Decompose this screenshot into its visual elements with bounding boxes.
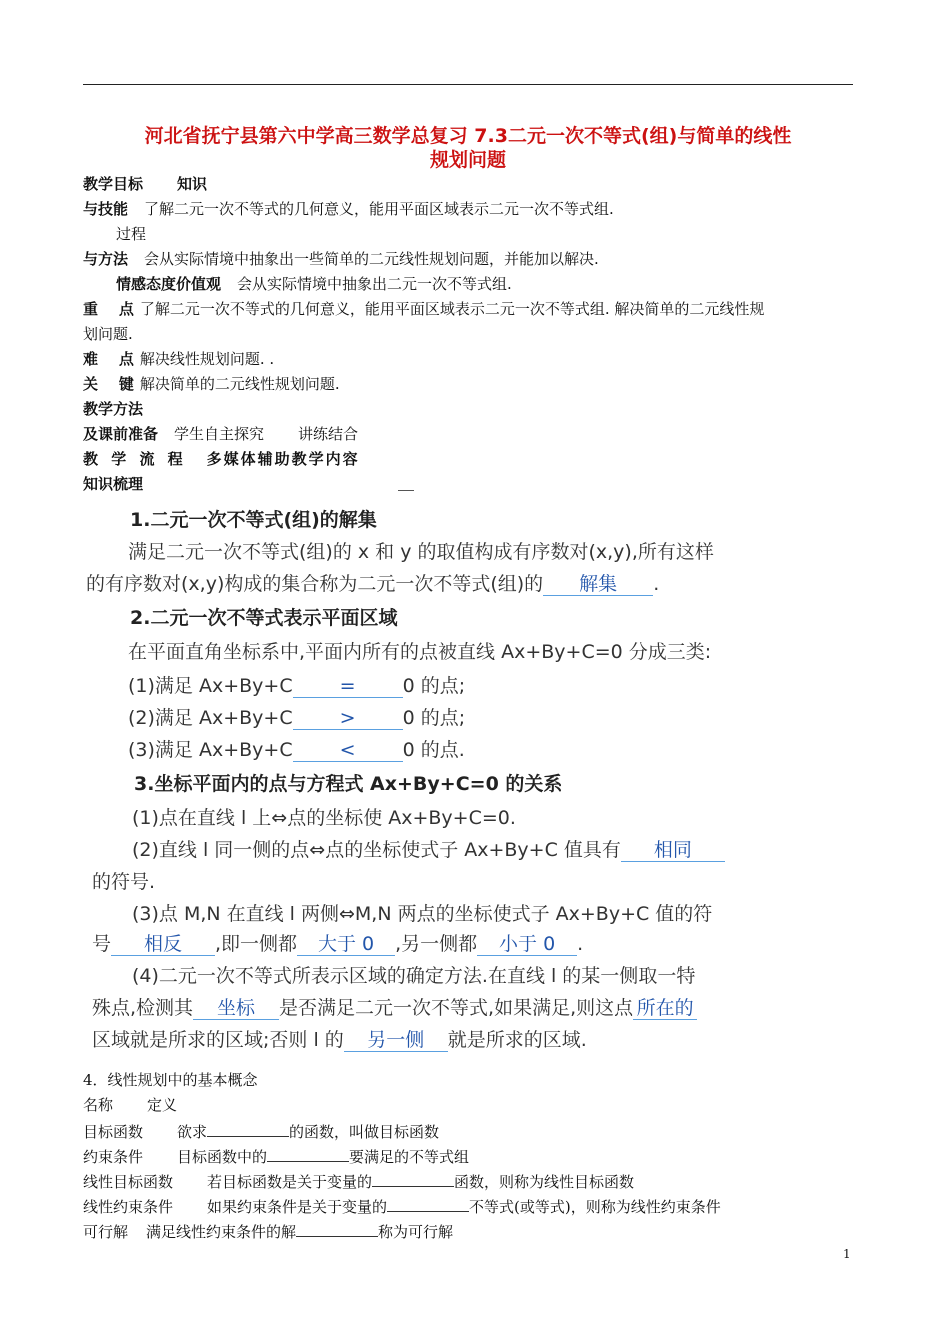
fill-coordinate: 坐标 xyxy=(193,997,279,1020)
q3b-end: . xyxy=(577,933,584,955)
goals-emotion-label: 情感态度价值观 xyxy=(116,275,222,293)
fill-solution-set: 解集 xyxy=(543,573,653,596)
image-heading-2: 2.二元一次不等式表示平面区域 xyxy=(130,607,398,629)
key-point-row xyxy=(83,299,764,319)
col-name: 名称 xyxy=(83,1096,114,1114)
key-point-text: 了解二元一次不等式的几何意义，能用平面区域表示二元一次不等式组. 解决简单的二元线性规 xyxy=(139,300,765,318)
image-para-1a: 满足二元一次不等式(组)的 x 和 y 的取值构成有序数对(x,y),所有这样 xyxy=(128,541,714,563)
image-q4b xyxy=(92,996,697,1020)
flow-text: 多媒体辅助教学内容 xyxy=(206,450,360,468)
key-point-text-2: 划问题. xyxy=(83,325,133,343)
image-para-2: 在平面直角坐标系中,平面内所有的点被直线 Ax+By+C=0 分成三类: xyxy=(128,641,712,663)
case-2-tail: 0 的点; xyxy=(402,707,466,729)
r2-blank xyxy=(267,1145,349,1162)
goals-label: 教学目标 xyxy=(83,175,144,193)
header-rule xyxy=(83,84,853,85)
image-case-1 xyxy=(128,674,465,698)
r3-blank xyxy=(372,1170,454,1187)
method-label-2: 及课前准备 xyxy=(83,425,159,443)
goals-method-label: 与方法 xyxy=(83,250,129,268)
fill-same: 相同 xyxy=(621,839,725,862)
section4-row-1 xyxy=(83,1120,439,1142)
title-line-2: 规划问题 xyxy=(429,149,506,171)
method-row xyxy=(83,424,358,444)
crux-text: 解决简单的二元线性规划问题. xyxy=(139,375,340,393)
section4-heading: 4．线性规划中的基本概念 xyxy=(83,1071,258,1089)
fill-where: 所在的 xyxy=(633,997,697,1020)
image-q2b: 的符号. xyxy=(92,871,156,893)
image-q4a: (4)二元一次不等式所表示区域的确定方法.在直线 l 的某一侧取一特 xyxy=(132,965,696,987)
case-3-text: (3)满足 Ax+By+C xyxy=(128,739,293,761)
case-1-tail: 0 的点; xyxy=(402,675,466,697)
goals-process-label: 过程 xyxy=(116,225,147,243)
goals-knowledge-text: 了解二元一次不等式的几何意义，能用平面区域表示二元一次不等式组. xyxy=(144,200,614,218)
goals-knowledge-label: 知识 xyxy=(177,175,208,193)
case-2-text: (2)满足 Ax+By+C xyxy=(128,707,293,729)
key-point-label: 重 点 xyxy=(83,300,134,318)
q3b-prefix: 号 xyxy=(92,933,112,955)
q2a-text: (2)直线 l 同一侧的点⇔点的坐标使式子 Ax+By+C 值具有 xyxy=(132,839,621,861)
image-q4c xyxy=(92,1028,587,1052)
q4c-tail: 就是所求的区域. xyxy=(447,1029,587,1051)
case-3-tail: 0 的点. xyxy=(402,739,465,761)
section4-row-3 xyxy=(83,1170,634,1192)
r5-name: 可行解 xyxy=(83,1223,129,1241)
q4b-prefix: 殊点,检测其 xyxy=(92,997,194,1019)
image-q3b xyxy=(92,932,583,956)
r4-a: 如果约束条件是关于变量的 xyxy=(207,1198,388,1216)
goals-process-text: 会从实际情境中抽象出一些简单的二元线性规划问题，并能加以解决. xyxy=(144,250,599,268)
image-case-3 xyxy=(128,738,465,762)
goals-row-1 xyxy=(83,174,207,194)
fill-other-side: 另一侧 xyxy=(344,1029,448,1052)
r1-name: 目标函数 xyxy=(83,1123,144,1141)
goals-row-5 xyxy=(116,274,512,294)
r1-blank xyxy=(207,1120,289,1137)
col-def: 定义 xyxy=(147,1096,178,1114)
r1-a: 欲求 xyxy=(177,1123,208,1141)
q3b-mid2: ,另一侧都 xyxy=(395,933,478,955)
difficult-label: 难 点 xyxy=(83,350,134,368)
goals-skill-label: 与技能 xyxy=(83,200,129,218)
fill-greater-zero: 大于 0 xyxy=(297,933,395,956)
image-q2a xyxy=(132,838,725,862)
fill-less-zero: 小于 0 xyxy=(477,933,577,956)
section4-row-4 xyxy=(83,1195,721,1217)
case-1-text: (1)满足 Ax+By+C xyxy=(128,675,293,697)
crux-row xyxy=(83,374,340,394)
r2-b: 要满足的不等式组 xyxy=(349,1148,470,1166)
goals-row-2 xyxy=(83,199,614,219)
r3-b: 函数，则称为线性目标函数 xyxy=(454,1173,635,1191)
r4-b: 不等式(或等式)，则称为线性约束条件 xyxy=(469,1198,721,1216)
section4-header-row xyxy=(83,1095,177,1115)
r4-name: 线性约束条件 xyxy=(83,1198,174,1216)
section4-row-5 xyxy=(83,1220,453,1242)
q4c-prefix: 区域就是所求的区域;否则 l 的 xyxy=(92,1029,344,1051)
fill-opposite: 相反 xyxy=(111,933,215,956)
r5-blank xyxy=(296,1220,378,1237)
method-label-1: 教学方法 xyxy=(83,400,144,418)
section4-row-2 xyxy=(83,1145,469,1167)
r3-name: 线性目标函数 xyxy=(83,1173,174,1191)
r2-name: 约束条件 xyxy=(83,1148,144,1166)
stray-dash xyxy=(398,490,414,491)
document-title xyxy=(83,124,853,172)
review-label: 知识梳理 xyxy=(83,475,144,493)
crux-label: 关 键 xyxy=(83,375,134,393)
goals-row-4 xyxy=(83,249,599,269)
fill-greater: > xyxy=(293,707,403,730)
image-para-1b: 的有序数对(x,y)构成的集合称为二元一次不等式(组)的 解集 . xyxy=(86,573,660,595)
r4-blank xyxy=(387,1195,469,1212)
r5-b: 称为可行解 xyxy=(378,1223,454,1241)
method-item-1: 学生自主探究 xyxy=(174,425,265,443)
page-number: 1 xyxy=(843,1247,851,1261)
image-heading-3: 3.坐标平面内的点与方程式 Ax+By+C=0 的关系 xyxy=(134,773,563,795)
image-q3a: (3)点 M,N 在直线 l 两侧⇔M,N 两点的坐标使式子 Ax+By+C 值的符 xyxy=(132,903,713,925)
flow-row xyxy=(83,449,360,469)
r5-a: 满足线性约束条件的解 xyxy=(146,1223,297,1241)
goals-emotion-text: 会从实际情境中抽象出二元一次不等式组. xyxy=(237,275,512,293)
fill-equal: = xyxy=(293,675,403,698)
r3-a: 若目标函数是关于变量的 xyxy=(207,1173,373,1191)
knowledge-image xyxy=(86,500,806,1055)
r2-a: 目标函数中的 xyxy=(177,1148,268,1166)
q3b-mid: ,即一侧都 xyxy=(215,933,298,955)
fill-less: < xyxy=(293,739,403,762)
title-line-1: 河北省抚宁县第六中学高三数学总复习 7.3二元一次不等式(组)与简单的线性 xyxy=(144,125,792,147)
method-item-2: 讲练结合 xyxy=(298,425,359,443)
r1-b: 的函数，叫做目标函数 xyxy=(289,1123,440,1141)
difficult-text: 解决线性规划问题. . xyxy=(139,350,275,368)
image-case-2 xyxy=(128,706,465,730)
difficult-row xyxy=(83,349,274,369)
flow-label: 教 学 流 程 xyxy=(83,450,187,468)
image-q1: (1)点在直线 l 上⇔点的坐标使 Ax+By+C=0. xyxy=(132,807,516,829)
image-para-1b-text: 的有序数对(x,y)构成的集合称为二元一次不等式(组)的 xyxy=(86,573,544,595)
q4b-mid: 是否满足二元一次不等式,如果满足,则这点 xyxy=(279,997,634,1019)
image-heading-1: 1.二元一次不等式(组)的解集 xyxy=(130,509,377,531)
